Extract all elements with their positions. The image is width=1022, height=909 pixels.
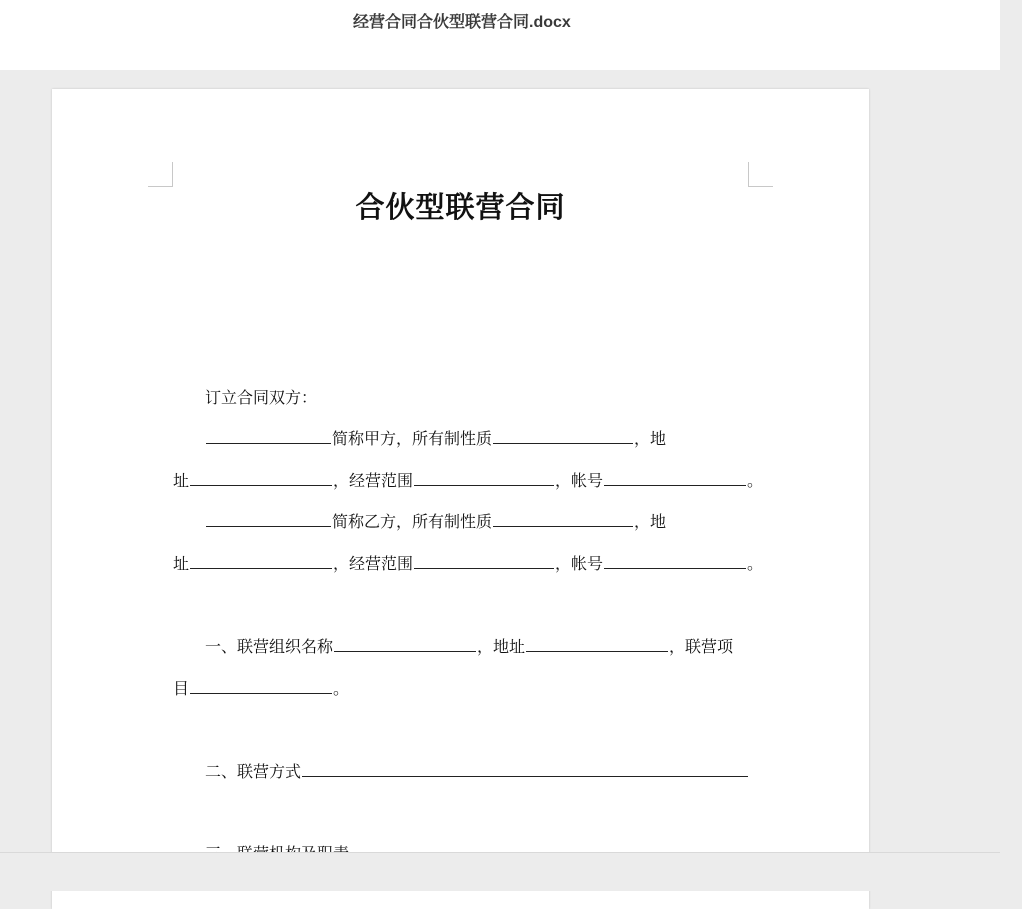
party-a-line-1 [52,426,1022,449]
blank-field [190,471,332,486]
blank-field [526,637,668,652]
party-a-account: ，帐号 [555,471,604,490]
party-a-line-2 [52,468,990,491]
clause-1-address: ，地址 [477,637,526,656]
blank-field [493,429,633,444]
blank-field [604,554,746,569]
blank-field [206,429,331,444]
document-page [52,89,869,909]
blank-field [334,637,476,652]
party-b-scope: ，经营范围 [333,554,414,573]
party-b-account: ，帐号 [555,554,604,573]
party-b-line-1 [52,509,1022,532]
title-bar [0,0,1000,70]
clause-1-line-2 [52,676,990,699]
party-b-line-2 [52,551,990,574]
blank-field [493,512,633,527]
party-a-scope: ，经营范围 [333,471,414,490]
clause-1-label: 一、联营组织名称 [205,637,334,656]
contract-title: 合伙型联营合同 [355,190,566,224]
party-b-address-end: 址 [173,554,190,573]
bottom-bar [0,852,1000,891]
party-b-address-start: ，地 [634,512,667,531]
crop-mark-top-left [148,162,173,187]
clause-1-line-1 [52,634,1022,657]
party-b-end: 。 [747,554,764,573]
intro-text: 订立合同双方： [205,388,318,407]
party-a-short-name: 简称甲方，所有制性质 [332,429,493,448]
blank-field [206,512,331,527]
clause-1-project-end: 目 [173,679,190,698]
clause-2-line [52,759,1022,782]
blank-field [302,762,748,777]
party-a-address-end: 址 [173,471,190,490]
party-a-end: 。 [747,471,764,490]
intro-line [52,385,1022,408]
clause-1-end: 。 [333,679,350,698]
blank-field [190,679,332,694]
clause-1-project-start: ，联营项 [669,637,734,656]
blank-field [190,554,332,569]
party-b-short-name: 简称乙方，所有制性质 [332,512,493,531]
party-a-address-start: ，地 [634,429,667,448]
blank-field [604,471,746,486]
document-viewer[interactable] [0,70,1000,852]
crop-mark-top-right [748,162,773,187]
document-file-name: 经营合同合伙型联营合同.docx [353,14,571,31]
blank-field [414,554,554,569]
clause-2-label: 二、联营方式 [205,762,302,781]
blank-field [414,471,554,486]
